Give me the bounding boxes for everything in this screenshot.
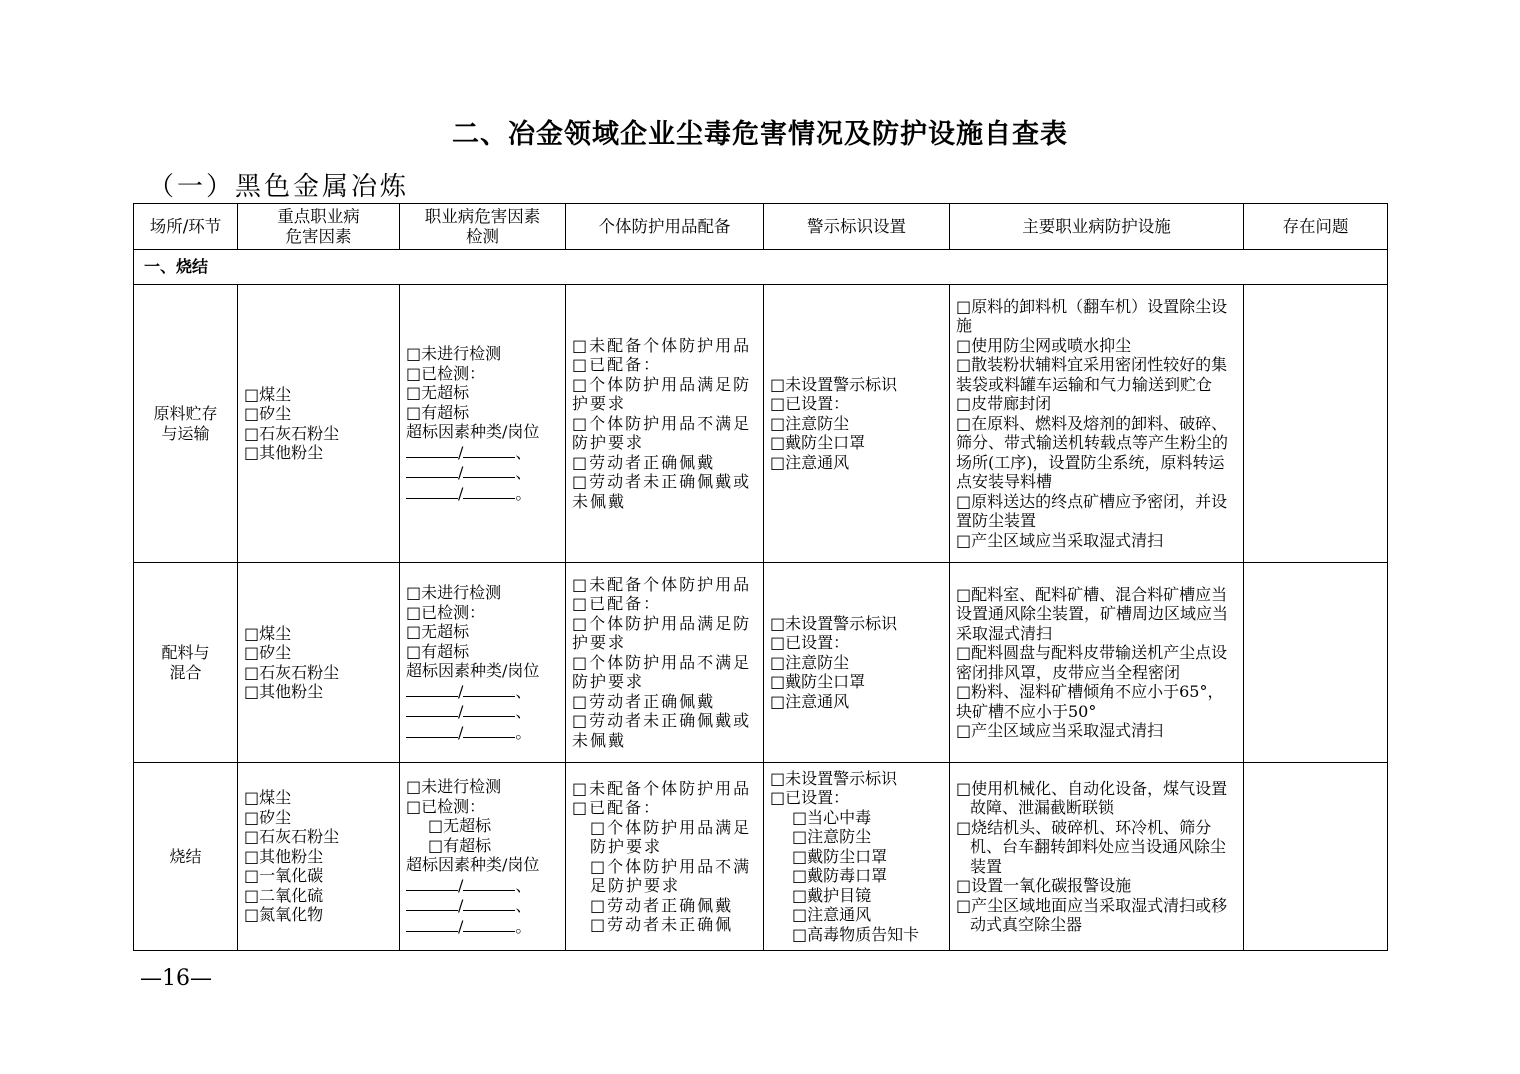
checkbox-item: □未配备个体防护用品: [572, 778, 752, 798]
header-cell: [764, 204, 950, 250]
checkbox-item: □无超标: [406, 622, 470, 641]
fill-blank: [463, 483, 515, 499]
blank-separator: /: [458, 463, 464, 482]
fill-blank: [406, 916, 458, 932]
fill-blank: [463, 701, 515, 717]
hazard-factors-cell: [238, 763, 400, 951]
checkbox-item: □个体防护用品满足防护要求: [590, 817, 752, 856]
checkbox-item: □矽尘: [244, 404, 292, 423]
checkbox-item: □二氧化硫: [244, 885, 324, 905]
checkbox-item: □劳动者正确佩戴: [590, 895, 734, 915]
protection-measures-cell: [950, 285, 1244, 563]
detection-cell: [400, 563, 566, 763]
blank-suffix: 、: [515, 442, 532, 462]
checkbox-item: 超标因素种类/岗位: [406, 422, 540, 441]
fill-blank: [463, 916, 515, 932]
checkbox-item: □未进行检测: [406, 777, 502, 796]
checkbox-item: □已设置：: [770, 788, 850, 808]
warning-signs-cell: [764, 763, 950, 951]
ppe-cell: [566, 763, 764, 951]
blank-line: [406, 681, 559, 702]
checkbox-item: □配料室、配料矿槽、混合料矿槽应当设置通风除尘装置，矿槽周边区域应当采取湿式清扫: [956, 584, 1229, 643]
blank-line: [406, 916, 559, 937]
issues-cell: [1244, 763, 1388, 951]
fill-blank: [463, 462, 515, 478]
checkbox-item: □戴防尘口罩: [792, 846, 888, 866]
warning-signs-cell: [764, 285, 950, 563]
blank-separator: /: [458, 702, 464, 721]
blank-suffix: 、: [515, 463, 532, 482]
detection-cell: [400, 285, 566, 563]
blank-suffix: 。: [515, 483, 532, 503]
fill-blank: [463, 681, 515, 697]
blank-separator: /: [458, 681, 464, 701]
checkbox-item: □使用机械化、自动化设备，煤气设置故障、泄漏截断联锁: [956, 778, 1228, 817]
blank-line: [406, 483, 559, 504]
blank-suffix: 。: [515, 916, 532, 936]
checkbox-item: □粉料、湿料矿槽倾角不应小于65°，块矿槽不应小于50°: [956, 682, 1224, 721]
checkbox-item: □皮带廊封闭: [956, 394, 1052, 414]
checkbox-item: □石灰石粉尘: [244, 662, 340, 682]
place-text: 配料与: [161, 643, 210, 662]
hazard-factors-cell: [238, 563, 400, 763]
place-text: 与运输: [161, 423, 210, 443]
header-text: 主要职业病防护设施: [1022, 216, 1171, 236]
fill-blank: [406, 442, 458, 458]
checkbox-item: □散装粉状辅料宜采用密闭性较好的集装袋或料罐车运输和气力输送到贮仓: [956, 355, 1228, 394]
fill-blank: [463, 875, 515, 891]
checkbox-item: □戴防尘口罩: [770, 433, 866, 453]
blank-suffix: 、: [515, 896, 532, 915]
header-cell: [238, 204, 400, 250]
checkbox-item: □氮氧化物: [244, 905, 324, 925]
place-cell: [134, 285, 238, 563]
blank-line: [406, 895, 559, 916]
checkbox-item: □已检测：: [406, 602, 486, 622]
blank-suffix: 、: [515, 702, 532, 721]
header-cell: [950, 204, 1244, 250]
header-text: 检测: [466, 226, 499, 246]
place-text: 原料贮存: [153, 404, 218, 423]
place-cell: [134, 563, 238, 763]
checkbox-item: □其他粉尘: [244, 846, 324, 866]
blank-separator: /: [458, 916, 464, 936]
checkbox-item: □未设置警示标识: [770, 374, 898, 394]
fill-blank: [406, 483, 458, 499]
header-cell: [566, 204, 764, 250]
protection-measures-cell: [950, 763, 1244, 951]
checkbox-item: □已检测：: [406, 796, 486, 816]
checkbox-item: □一氧化碳: [244, 866, 324, 886]
header-text: 职业病危害因素: [424, 206, 541, 226]
warning-signs-cell: [764, 563, 950, 763]
checkbox-item: □矽尘: [244, 643, 292, 662]
checkbox-item: □使用防尘网或喷水抑尘: [956, 335, 1132, 355]
checkbox-item: □已设置：: [770, 633, 850, 653]
checkbox-item: □石灰石粉尘: [244, 423, 340, 443]
checkbox-item: □未设置警示标识: [770, 768, 898, 788]
blank-separator: /: [458, 483, 464, 503]
fill-blank: [463, 722, 515, 738]
checkbox-item: □当心中毒: [792, 807, 872, 827]
section-label: 一、烧结: [134, 250, 1388, 285]
ppe-cell: [566, 285, 764, 563]
blank-suffix: 。: [515, 722, 532, 742]
fill-blank: [406, 681, 458, 697]
blank-suffix: 、: [515, 875, 532, 895]
fill-blank: [406, 701, 458, 717]
checkbox-item: □产尘区域应当采取湿式清扫: [956, 721, 1164, 740]
checkbox-item: □已设置：: [770, 394, 850, 414]
checkbox-item: □无超标: [406, 383, 470, 402]
checkbox-item: □烧结机头、破碎机、环冷机、筛分机、台车翻转卸料处应当设通风除尘装置: [956, 817, 1227, 876]
checkbox-item: □产尘区域地面应当采取湿式清扫或移动式真空除尘器: [956, 895, 1228, 934]
checkbox-item: □产尘区域应当采取湿式清扫: [956, 530, 1164, 550]
checkbox-item: □注意防尘: [770, 413, 850, 433]
checkbox-item: □未设置警示标识: [770, 613, 898, 633]
blank-separator: /: [458, 722, 464, 742]
header-cell: [400, 204, 566, 250]
checkbox-item: □注意防尘: [792, 827, 872, 847]
section-subtitle: （一）黑色金属冶炼: [148, 172, 410, 202]
checkbox-item: □个体防护用品不满足防护要求: [590, 856, 752, 895]
fill-blank: [406, 875, 458, 891]
header-text: 警示标识设置: [807, 216, 906, 236]
header-text: 危害因素: [285, 226, 352, 246]
blank-line: [406, 701, 559, 722]
table-row: [134, 563, 1388, 763]
checkbox-item: □戴防毒口罩: [792, 866, 888, 886]
checkbox-item: □劳动者未正确佩: [590, 915, 734, 934]
checkbox-item: □已配备：: [572, 355, 662, 375]
fill-blank: [406, 722, 458, 738]
checkbox-item: □戴护目镜: [792, 885, 872, 905]
checkbox-item: □个体防护用品不满足防护要求: [572, 413, 752, 453]
checkbox-item: □有超标: [406, 641, 470, 661]
blank-line: [406, 462, 559, 483]
checkbox-item: □个体防护用品满足防护要求: [572, 374, 752, 414]
header-text: 存在问题: [1282, 216, 1349, 236]
fill-blank: [463, 442, 515, 458]
checkbox-item: □未配备个体防护用品: [572, 335, 752, 355]
header-row: [134, 204, 1388, 250]
table-row: [134, 763, 1388, 951]
checkbox-item: □未进行检测: [406, 583, 502, 602]
checkbox-item: □矽尘: [244, 807, 292, 827]
checkbox-item: 超标因素种类/岗位: [406, 661, 540, 680]
header-cell: [134, 204, 238, 250]
table-row: [134, 285, 1388, 563]
checkbox-item: □注意通风: [770, 691, 850, 711]
hazard-factors-cell: [238, 285, 400, 563]
header-text: 重点职业病: [277, 206, 360, 226]
checkbox-item: □在原料、燃料及熔剂的卸料、破碎、筛分、带式输送机转载点等产生粉尘的场所(工序)，设置防尘系统，原料转运点安装导料槽: [956, 413, 1229, 492]
checkbox-item: □煤尘: [244, 623, 292, 643]
checkbox-item: □个体防护用品满足防护要求: [572, 613, 752, 653]
blank-line: [406, 875, 559, 896]
checkbox-item: □注意通风: [770, 452, 850, 472]
checkbox-item: □戴防尘口罩: [770, 672, 866, 692]
checkbox-item: □个体防护用品不满足防护要求: [572, 652, 752, 692]
blank-separator: /: [458, 442, 464, 462]
checkbox-item: □已配备：: [572, 798, 662, 817]
checkbox-item: □原料送达的终点矿槽应予密闭，并设置防尘装置: [956, 491, 1228, 531]
detection-cell: [400, 763, 566, 951]
checkbox-item: □未配备个体防护用品: [572, 574, 752, 594]
place-cell: [134, 763, 238, 951]
fill-blank: [406, 462, 458, 478]
checkbox-item: □高毒物质告知卡: [792, 924, 920, 944]
checkbox-item: □其他粉尘: [244, 443, 324, 462]
checkbox-item: □设置一氧化碳报警设施: [956, 876, 1132, 895]
checkbox-item: □石灰石粉尘: [244, 827, 340, 847]
checkbox-item: □注意通风: [792, 905, 872, 925]
checkbox-item: □注意防尘: [770, 652, 850, 672]
blank-line: [406, 442, 559, 463]
header-text: 个体防护用品配备: [598, 216, 731, 236]
blank-separator: /: [458, 875, 464, 895]
fill-blank: [463, 895, 515, 911]
checkbox-item: □有超标: [428, 835, 492, 855]
checkbox-item: □已检测：: [406, 363, 486, 383]
place-text: 混合: [169, 662, 202, 682]
blank-separator: /: [458, 896, 464, 915]
checkbox-item: □煤尘: [244, 384, 292, 404]
checkbox-item: □无超标: [428, 816, 492, 835]
checkbox-item: □有超标: [406, 402, 470, 422]
blank-line: [406, 722, 559, 743]
ppe-cell: [566, 563, 764, 763]
checkbox-item: 超标因素种类/岗位: [406, 855, 540, 874]
issues-cell: [1244, 563, 1388, 763]
checkbox-item: □煤尘: [244, 788, 292, 808]
checkbox-item: □原料的卸料机（翻车机）设置除尘设施: [956, 296, 1228, 336]
header-cell: [1244, 204, 1388, 250]
protection-measures-cell: [950, 563, 1244, 763]
checkbox-item: □劳动者未正确佩戴或未佩戴: [572, 472, 752, 511]
checkbox-item: □配料圆盘与配料皮带输送机产尘点设密闭排风罩，皮带应当全程密闭: [956, 643, 1228, 682]
checkbox-item: □已配备：: [572, 594, 662, 614]
blank-suffix: 、: [515, 681, 532, 701]
place-text: 烧结: [169, 846, 202, 866]
section-row: [134, 250, 1388, 285]
self-check-table: [133, 203, 1388, 951]
checkbox-item: □未进行检测: [406, 344, 502, 363]
checkbox-item: □其他粉尘: [244, 682, 324, 701]
page-number: —16—: [140, 966, 212, 991]
fill-blank: [406, 895, 458, 911]
page-title: 二、冶金领域企业尘毒危害情况及防护设施自查表: [452, 119, 1068, 150]
header-text: 场所/环节: [149, 216, 222, 236]
issues-cell: [1244, 285, 1388, 563]
checkbox-item: □劳动者正确佩戴: [572, 452, 716, 472]
checkbox-item: □劳动者未正确佩戴或未佩戴: [572, 711, 752, 750]
checkbox-item: □劳动者正确佩戴: [572, 691, 716, 711]
